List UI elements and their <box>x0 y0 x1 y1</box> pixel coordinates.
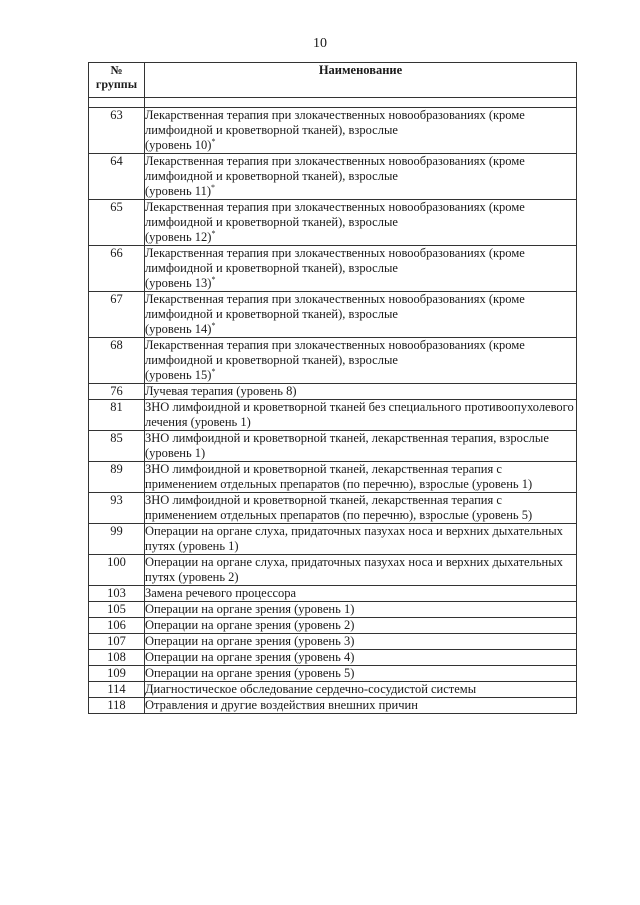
group-level-text: (уровень 10) <box>145 138 212 152</box>
group-name-cell <box>145 431 577 462</box>
group-name-cell <box>145 108 577 154</box>
group-name-text: ЗНО лимфоидной и кроветворной тканей, лекарственная терапия, взрослые (уровень 1) <box>145 431 549 460</box>
table-row <box>89 292 577 338</box>
group-number-cell: 66 <box>89 246 145 292</box>
group-name-cell <box>145 338 577 384</box>
group-name-text: ЗНО лимфоидной и кроветворной тканей, лекарственная терапия с применением отдельных препаратов (по перечню), взрослые (уровень 1) <box>145 462 533 491</box>
footnote-mark: * <box>211 136 216 146</box>
table-row <box>89 698 577 714</box>
group-level-text: (уровень 13) <box>145 276 212 290</box>
header-name: Наименование <box>145 63 577 98</box>
group-name-cell <box>145 462 577 493</box>
group-number-cell: 109 <box>89 666 145 682</box>
table-row <box>89 602 577 618</box>
footnote-mark: * <box>211 228 216 238</box>
group-number-cell: 64 <box>89 154 145 200</box>
group-name-text: Операции на органе слуха, придаточных пазухах носа и верхних дыхательных путях (уровень 1) <box>145 524 563 553</box>
group-number-cell: 114 <box>89 682 145 698</box>
group-name-text: Операции на органе зрения (уровень 4) <box>145 650 355 664</box>
group-name-cell <box>145 634 577 650</box>
group-number-cell: 63 <box>89 108 145 154</box>
table-row <box>89 650 577 666</box>
table-row <box>89 586 577 602</box>
group-name-text: Отравления и другие воздействия внешних причин <box>145 698 418 712</box>
table-row <box>89 524 577 555</box>
footnote-mark: * <box>211 366 216 376</box>
group-name-text: Лекарственная терапия при злокачественных новообразованиях (кроме лимфоидной и кроветворной тканей), взрослые <box>145 246 525 275</box>
table-row <box>89 154 577 200</box>
group-number-cell: 106 <box>89 618 145 634</box>
group-number-cell: 67 <box>89 292 145 338</box>
table-row <box>89 108 577 154</box>
group-number-cell: 81 <box>89 400 145 431</box>
group-number-cell: 89 <box>89 462 145 493</box>
group-name-text: Лекарственная терапия при злокачественных новообразованиях (кроме лимфоидной и кроветворной тканей), взрослые <box>145 200 525 229</box>
group-name-cell <box>145 650 577 666</box>
group-name-cell <box>145 555 577 586</box>
group-name-cell <box>145 586 577 602</box>
table-row <box>89 634 577 650</box>
group-name-text: Операции на органе зрения (уровень 5) <box>145 666 355 680</box>
group-level-text: (уровень 14) <box>145 322 212 336</box>
group-name-cell <box>145 698 577 714</box>
footnote-mark: * <box>211 320 216 330</box>
group-name-cell <box>145 682 577 698</box>
group-level-text: (уровень 15) <box>145 368 212 382</box>
spacer-cell <box>89 98 145 108</box>
group-number-cell: 118 <box>89 698 145 714</box>
footnote-mark: * <box>211 274 216 284</box>
header-spacer-row <box>89 98 577 108</box>
group-number-cell: 107 <box>89 634 145 650</box>
table-row <box>89 666 577 682</box>
group-name-cell <box>145 400 577 431</box>
group-number-cell: 85 <box>89 431 145 462</box>
table-row <box>89 493 577 524</box>
table-header-row <box>89 63 577 98</box>
group-name-text: Операции на органе зрения (уровень 2) <box>145 618 355 632</box>
group-name-cell <box>145 602 577 618</box>
group-number-cell: 76 <box>89 384 145 400</box>
group-name-text: Диагностическое обследование сердечно-сосудистой системы <box>145 682 477 696</box>
header-num-symbol: № <box>110 63 123 77</box>
footnote-mark: * <box>211 182 216 192</box>
group-name-text: ЗНО лимфоидной и кроветворной тканей без специального противоопухолевого лечения (уровень 1) <box>145 400 574 429</box>
group-name-text: Лекарственная терапия при злокачественных новообразованиях (кроме лимфоидной и кроветворной тканей), взрослые <box>145 292 525 321</box>
group-name-cell <box>145 618 577 634</box>
groups-table <box>88 62 577 714</box>
table-row <box>89 555 577 586</box>
table-row <box>89 462 577 493</box>
group-name-text: Операции на органе слуха, придаточных пазухах носа и верхних дыхательных путях (уровень 2) <box>145 555 563 584</box>
group-name-text: Операции на органе зрения (уровень 3) <box>145 634 355 648</box>
group-name-cell <box>145 493 577 524</box>
group-name-text: Лекарственная терапия при злокачественных новообразованиях (кроме лимфоидной и кроветворной тканей), взрослые <box>145 338 525 367</box>
table-row <box>89 246 577 292</box>
group-number-cell: 103 <box>89 586 145 602</box>
group-number-cell: 99 <box>89 524 145 555</box>
group-number-cell: 100 <box>89 555 145 586</box>
group-name-cell <box>145 292 577 338</box>
table-row <box>89 200 577 246</box>
group-name-cell <box>145 246 577 292</box>
group-number-cell: 65 <box>89 200 145 246</box>
table-row <box>89 338 577 384</box>
group-name-text: Лекарственная терапия при злокачественных новообразованиях (кроме лимфоидной и кроветворной тканей), взрослые <box>145 108 525 137</box>
group-level-text: (уровень 11) <box>145 184 212 198</box>
group-number-cell: 108 <box>89 650 145 666</box>
group-name-text: ЗНО лимфоидной и кроветворной тканей, лекарственная терапия с применением отдельных препаратов (по перечню), взрослые (уровень 5) <box>145 493 533 522</box>
group-name-text: Лучевая терапия (уровень 8) <box>145 384 297 398</box>
group-name-cell <box>145 384 577 400</box>
table-row <box>89 682 577 698</box>
group-name-cell <box>145 200 577 246</box>
table-row <box>89 384 577 400</box>
group-name-cell <box>145 154 577 200</box>
header-num-label: группы <box>95 77 138 91</box>
spacer-cell <box>145 98 577 108</box>
table-row <box>89 618 577 634</box>
page-number: 10 <box>313 36 327 51</box>
group-level-text: (уровень 12) <box>145 230 212 244</box>
group-name-cell <box>145 524 577 555</box>
header-group-number <box>89 63 145 98</box>
group-name-text: Лекарственная терапия при злокачественных новообразованиях (кроме лимфоидной и кроветворной тканей), взрослые <box>145 154 525 183</box>
group-number-cell: 105 <box>89 602 145 618</box>
group-name-text: Замена речевого процессора <box>145 586 297 600</box>
table-body <box>89 108 577 714</box>
table-row <box>89 431 577 462</box>
group-name-cell <box>145 666 577 682</box>
group-name-text: Операции на органе зрения (уровень 1) <box>145 602 355 616</box>
group-number-cell: 68 <box>89 338 145 384</box>
table-row <box>89 400 577 431</box>
group-number-cell: 93 <box>89 493 145 524</box>
